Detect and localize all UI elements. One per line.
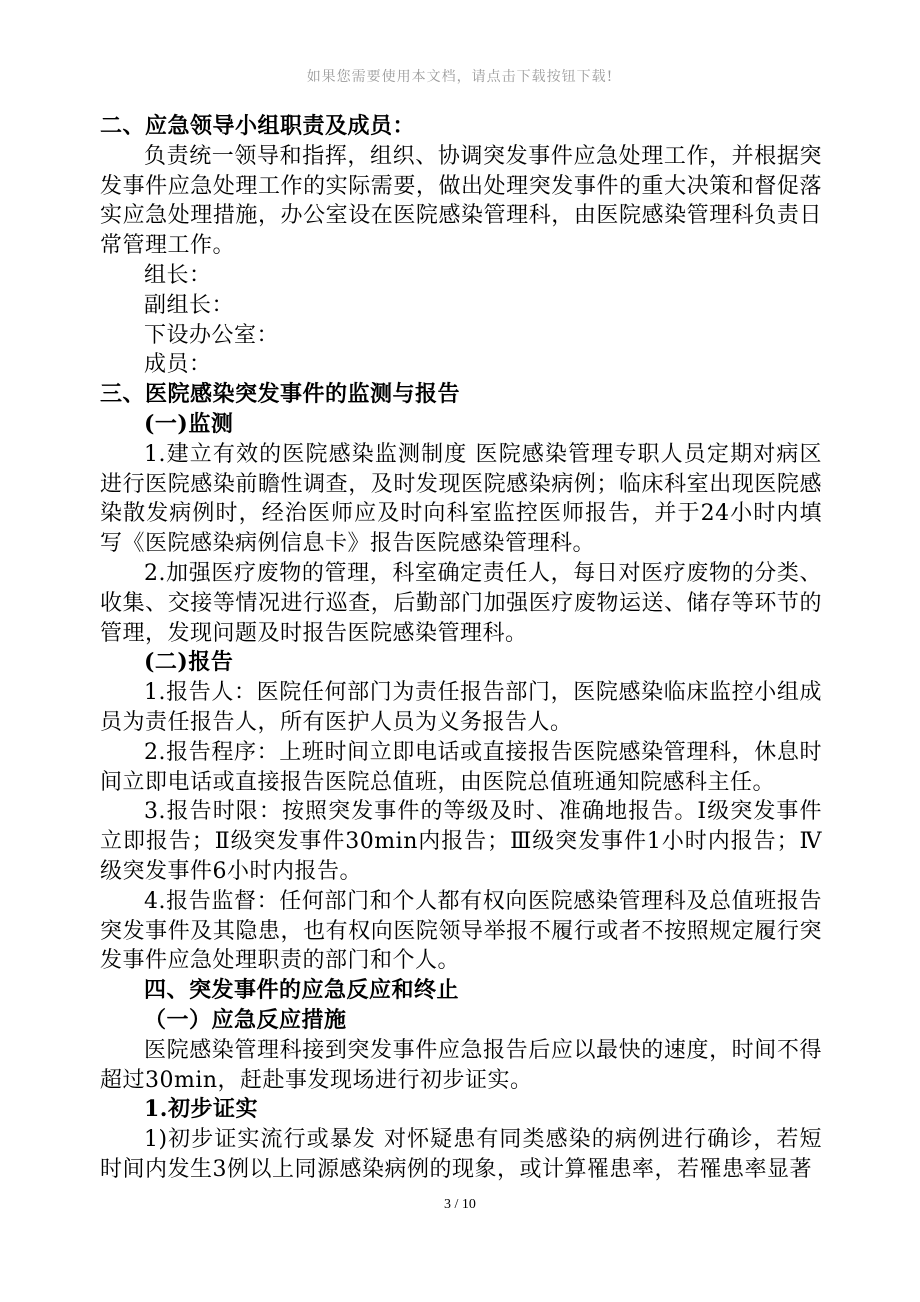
section-4-body: 医院感染管理科接到突发事件应急报告后应以最快的速度，时间不得超过30min，赶赴事发现场进行初步证实。 — [100, 1037, 822, 1093]
report-item-3: 3.报告时限：按照突发事件的等级及时、准确地报告。Ⅰ级突发事件立即报告；Ⅱ级突发事件30min内报告；Ⅲ级突发事件1小时内报告；Ⅳ级突发事件6小时内报告。 — [100, 799, 822, 884]
section-4-item-1-heading: 1.初步证实 — [144, 1096, 258, 1123]
report-item-2: 2.报告程序：上班时间立即电话或直接报告医院感染管理科，休息时间立即电话或直接报告医院总值班，由医院总值班通知院感科主任。 — [100, 739, 822, 795]
monitoring-item-1: 1.建立有效的医院感染监测制度 医院感染管理专职人员定期对病区进行医院感染前瞻性调查，及时发现医院感染病例；临床科室出现医院感染散发病例时，经治医师应及时向科室监控医师报告，并于24小时内填写《医院感染病例信息卡》报告医院感染管理科。 — [100, 441, 822, 557]
section-4-sub-response: （一）应急反应措施 — [144, 1006, 347, 1033]
role-deputy-leader: 副组长： — [144, 292, 235, 318]
section-3-sub-monitoring: (一)监测 — [144, 410, 234, 437]
role-leader: 组长： — [144, 262, 212, 288]
section-2-body: 负责统一领导和指挥，组织、协调突发事件应急处理工作，并根据突发事件应急处理工作的实际需要，做出处理突发事件的重大决策和督促落实应急处理措施，办公室设在医院感染管理科，由医院感染管理科负责日常管理工作。 — [100, 143, 822, 259]
role-office: 下设办公室： — [144, 322, 280, 348]
section-3-sub-report: (二)报告 — [144, 649, 234, 676]
page-number: 3 / 10 — [444, 1197, 476, 1212]
section-4-item-1-text: 1)初步证实流行或暴发 对怀疑患有同类感染的病例进行确诊，若短时间内发生3例以上同源感染病例的现象，或计算罹患率，若罹患率显著 — [100, 1127, 822, 1182]
monitoring-item-2: 2.加强医疗废物的管理，科室确定责任人，每日对医疗废物的分类、收集、交接等情况进行巡查，后勤部门加强医疗废物运送、储存等环节的管理，发现问题及时报告医院感染管理科。 — [100, 560, 822, 646]
document-body — [100, 112, 822, 1185]
report-item-4: 4.报告监督：任何部门和个人都有权向医院感染管理科及总值班报告突发事件及其隐患，也有权向医院领导举报不履行或者不按照规定履行突发事件应急处理职责的部门和个人。 — [100, 888, 822, 974]
role-members: 成员： — [144, 352, 212, 378]
section-2-heading: 二、应急领导小组职责及成员： — [100, 113, 416, 139]
download-watermark: 如果您需要使用本文档，请点击下载按钮下载! — [306, 69, 614, 85]
report-item-1: 1.报告人：医院任何部门为责任报告部门，医院感染临床监控小组成员为责任报告人，所有医护人员为义务报告人。 — [100, 680, 822, 735]
section-4-heading: 四、突发事件的应急反应和终止 — [144, 977, 460, 1004]
section-3-heading: 三、医院感染突发事件的监测与报告 — [100, 381, 461, 408]
